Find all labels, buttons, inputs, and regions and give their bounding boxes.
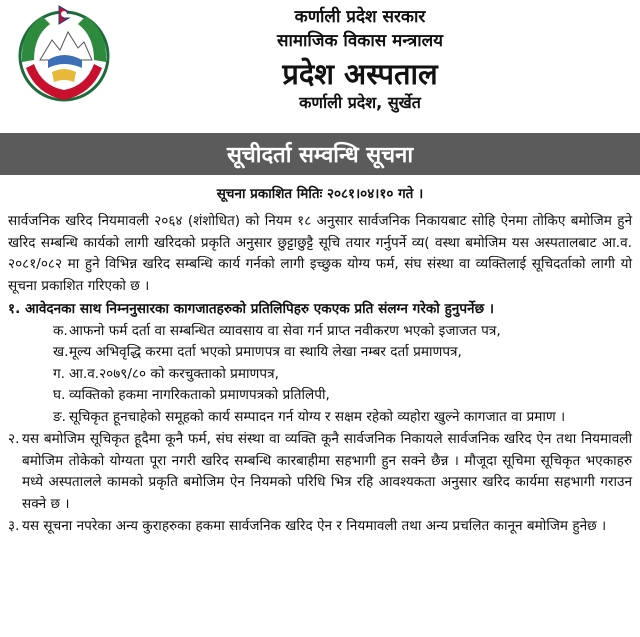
- point-number: २.: [8, 431, 20, 447]
- ministry-name: सामाजिक विकास मन्त्रालय: [276, 31, 444, 51]
- list-marker: ग.: [53, 365, 65, 382]
- list-item: [8, 407, 632, 429]
- publication-date: सूचना प्रकाशित मितिः २०८१।०४।१० गते ।: [216, 186, 424, 202]
- hospital-name: प्रदेश अस्पताल: [282, 57, 438, 91]
- notice-title-bar: [0, 133, 640, 175]
- list-marker: ख.: [53, 344, 69, 360]
- list-item: [8, 385, 632, 407]
- point-1-heading: १. आवेदनका साथ निम्ननुसारका कागजातहरुको प्रतिलिपिहरु एकएक प्रति संलग्न गरेको हुनुपर्नेछ ।: [8, 301, 495, 317]
- letterhead: [120, 6, 630, 114]
- list-marker: घ.: [53, 387, 66, 403]
- point-2: [8, 429, 632, 515]
- notice-title: सूचीदर्ता सम्वन्धि सूचना: [226, 143, 414, 168]
- list-item: [8, 321, 632, 343]
- document-list: [8, 321, 632, 429]
- list-marker: क.: [53, 322, 68, 339]
- list-text: आ.व.२०७९/८० को करचुक्ताको प्रमाणपत्र,: [69, 365, 279, 382]
- intro-paragraph: सार्वजनिक खरिद नियमावली २०६४ (शंशोधित) को नियम १८ अनुसार सार्वजनिक निकायबाट सोहि ऐनमा तोकिए बमोजिम हुने खरिद सम्बन्धि कार्यको लागी खरिदको प्रकृति अनुसार छुट्टाछुट्टै सूचि तयार गर्नुपर्ने व्य( वस्था बमोजिम यस अस्पतालबाट आ.व. २०८१/०८२ मा हुने विभिन्न खरिद सम्बन्धि कार्य गर्नको लागी इच्छुक योग्य फर्म, संघ संस्था वा व्यक्तिलाई सूचिदर्ताको लागी यो सूचना प्रकाशित गरिएको छ ।: [8, 213, 632, 294]
- point-text: यस बमोजिम सूचिकृत हूदैमा कूनै फर्म, संघ संस्था वा व्यक्ति कूनै सार्वजनिक निकायले सार्वजनिक खरिद ऐन तथा नियमावली बमोजिम तोकेको योग्यता पूरा नगरी खरिद सम्बन्धि कारबाहीमा सहभागी हुन सक्ने छैन्न । मौजूदा सूचिमा सूचिकृत भएकाहरु मध्ये अस्पतालले कामको प्रकृति बमोजिम ऐन नियमको परिधि भित्र रहि आवश्यकता अनुसार खरिद कार्यमा सहभागी गराउन सक्ने छ ।: [22, 431, 632, 512]
- list-marker: ङ.: [53, 408, 66, 425]
- hospital-address: कर्णाली प्रदेश, सुर्खेत: [299, 93, 421, 112]
- list-text: आफनो फर्म दर्ता वा सम्बन्धित व्यावसाय वा सेवा गर्न प्राप्त नवीकरण भएको इजाजत पत्र,: [69, 322, 501, 339]
- point-number: ३.: [8, 518, 20, 534]
- list-text: व्यक्तिको हकमा नागरिकताको प्रमाणपत्रको प्रतिलिपी,: [69, 387, 330, 403]
- list-text: सूचिकृत हूनचाहेको समूहको कार्य सम्पादन गर्न योग्य र सक्षम रहेको व्यहोरा खुल्ने कागजात वा प्रमाण ।: [69, 408, 566, 425]
- list-item: [8, 342, 632, 364]
- point-3: [8, 516, 632, 538]
- government-name: कर्णाली प्रदेश सरकार: [294, 7, 426, 27]
- list-text: मूल्य अभिवृद्धि करमा दर्ता भएको प्रमाणपत्र वा स्थायि लेखा नम्बर दर्ता प्रमाणपत्र,: [69, 344, 462, 360]
- list-item: [8, 364, 632, 386]
- notice-body: [8, 211, 632, 538]
- point-text: यस सूचना नपरेका अन्य कुराहरुका हकमा सार्वजनिक खरिद ऐन र नियमावली तथा अन्य प्रचलित कानून बमोजिम हुनेछ ।: [22, 518, 607, 534]
